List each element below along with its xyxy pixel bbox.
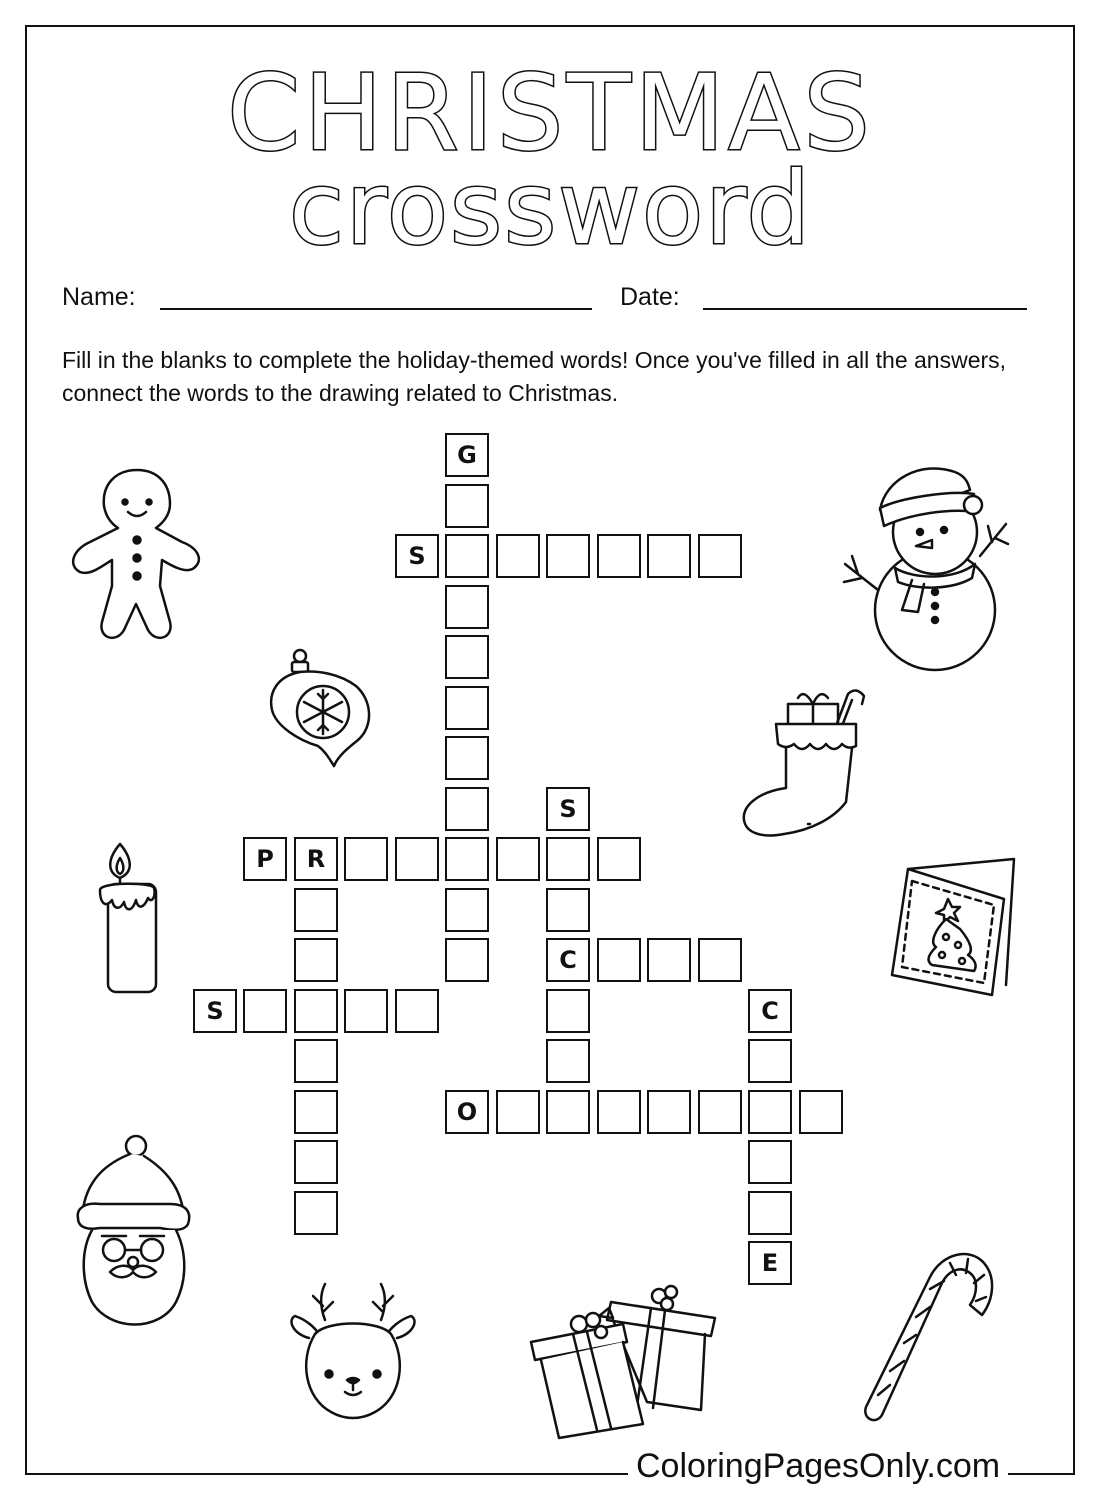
crossword-cell-clue[interactable]: C: [748, 989, 792, 1033]
crossword-cell[interactable]: [445, 686, 489, 730]
crossword-cell[interactable]: [546, 534, 590, 578]
crossword-cell[interactable]: [799, 1090, 843, 1134]
crossword-cell[interactable]: [445, 484, 489, 528]
footer-line-right: [1055, 1473, 1075, 1475]
crossword-cell-clue[interactable]: S: [193, 989, 237, 1033]
crossword-cell[interactable]: [546, 837, 590, 881]
crossword-cell[interactable]: [597, 1090, 641, 1134]
crossword-cell[interactable]: [698, 1090, 742, 1134]
crossword-cell[interactable]: [445, 787, 489, 831]
christmas-card-icon: [888, 855, 1018, 1004]
name-label: Name:: [62, 283, 136, 311]
stocking-icon: [738, 688, 873, 847]
date-field[interactable]: [703, 308, 1027, 310]
gift-boxes-icon: [527, 1278, 727, 1447]
title-crossword: crossword: [288, 150, 813, 267]
crossword-cell[interactable]: [496, 534, 540, 578]
crossword-cell[interactable]: [344, 837, 388, 881]
crossword-cell[interactable]: [395, 989, 439, 1033]
crossword-cell[interactable]: [294, 1191, 338, 1235]
ornament-icon: [268, 648, 378, 777]
date-label: Date:: [620, 283, 680, 311]
crossword-cell[interactable]: [294, 1039, 338, 1083]
santa-icon: [70, 1132, 200, 1356]
crossword-cell[interactable]: [496, 1090, 540, 1134]
crossword-cell[interactable]: [597, 534, 641, 578]
crossword-cell[interactable]: [445, 585, 489, 629]
crossword-cell[interactable]: [748, 1191, 792, 1235]
crossword-cell[interactable]: [294, 989, 338, 1033]
candle-icon: [90, 838, 170, 1002]
crossword-cell-clue[interactable]: S: [395, 534, 439, 578]
footer-line-left: [25, 1473, 633, 1475]
crossword-cell[interactable]: [294, 1140, 338, 1184]
gingerbread-man-icon: [62, 462, 212, 651]
crossword-cell[interactable]: [748, 1090, 792, 1134]
crossword-cell[interactable]: [597, 938, 641, 982]
crossword-cell-clue[interactable]: P: [243, 837, 287, 881]
crossword-cell[interactable]: [445, 635, 489, 679]
crossword-cell[interactable]: [344, 989, 388, 1033]
crossword-cell-clue[interactable]: R: [294, 837, 338, 881]
crossword-cell[interactable]: [546, 989, 590, 1033]
crossword-cell[interactable]: [546, 888, 590, 932]
footer-site: ColoringPagesOnly.com: [628, 1447, 1008, 1486]
crossword-cell-clue[interactable]: G: [445, 433, 489, 477]
crossword-cell-clue[interactable]: S: [546, 787, 590, 831]
crossword-cell-clue[interactable]: E: [748, 1241, 792, 1285]
crossword-cell[interactable]: [647, 1090, 691, 1134]
crossword-cell[interactable]: [546, 1039, 590, 1083]
title-christmas: CHRISTMAS: [227, 52, 874, 174]
crossword-cell[interactable]: [496, 837, 540, 881]
crossword-cell[interactable]: [647, 534, 691, 578]
crossword-cell[interactable]: [698, 534, 742, 578]
crossword-cell[interactable]: [647, 938, 691, 982]
name-field[interactable]: [160, 308, 592, 310]
crossword-cell[interactable]: [748, 1039, 792, 1083]
crossword-cell-clue[interactable]: C: [546, 938, 590, 982]
crossword-cell[interactable]: [294, 888, 338, 932]
reindeer-icon: [285, 1280, 425, 1429]
candy-cane-icon: [860, 1245, 1000, 1424]
crossword-cell[interactable]: [445, 534, 489, 578]
crossword-cell[interactable]: [294, 1090, 338, 1134]
crossword-cell[interactable]: [445, 938, 489, 982]
crossword-cell[interactable]: [748, 1140, 792, 1184]
crossword-cell[interactable]: [546, 1090, 590, 1134]
crossword-cell[interactable]: [445, 837, 489, 881]
crossword-cell[interactable]: [294, 938, 338, 982]
crossword-cell[interactable]: [395, 837, 439, 881]
crossword-cell[interactable]: [445, 888, 489, 932]
crossword-cell-clue[interactable]: O: [445, 1090, 489, 1134]
instructions: Fill in the blanks to complete the holiday-themed words! Once you've filled in all the answers, connect the words to the drawing related to Christmas.: [62, 347, 1007, 406]
snowman-icon: [840, 460, 1015, 664]
crossword-cell[interactable]: [698, 938, 742, 982]
crossword-cell[interactable]: [243, 989, 287, 1033]
crossword-cell[interactable]: [445, 736, 489, 780]
crossword-cell[interactable]: [597, 837, 641, 881]
